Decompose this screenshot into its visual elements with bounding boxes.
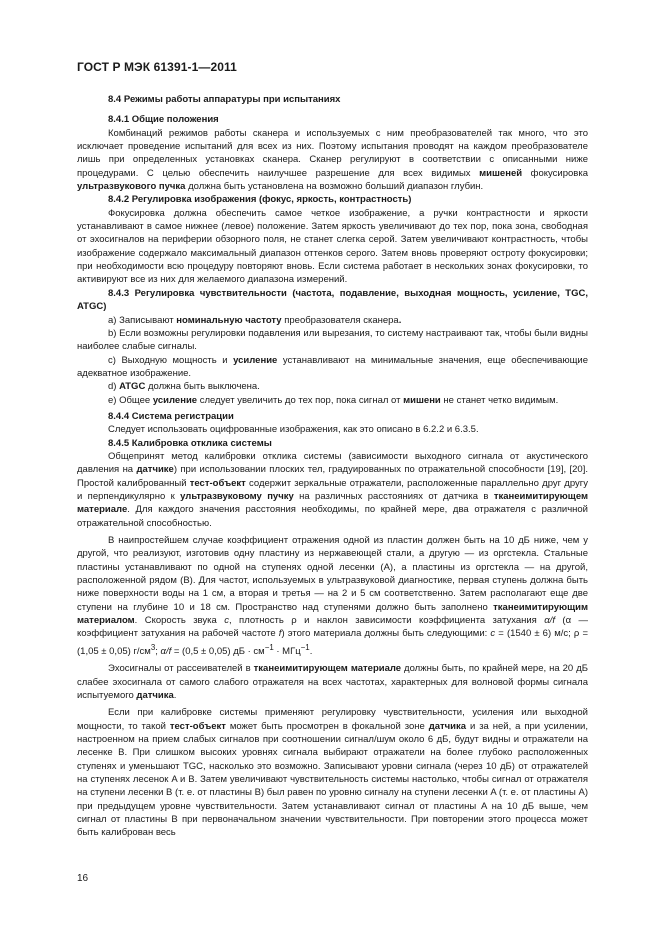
text: следует увеличить до тех пор, пока сигнал от (197, 394, 404, 406)
paragraph (77, 450, 588, 530)
text: должна быть установлена на возможно больший диапазон глубин. (185, 181, 484, 193)
text: . (173, 689, 177, 701)
paragraph: Фокусировка должна обеспечить самое четкое изображение, а ручки контрастности и яркости устанавливают в самое нижнее (левое) положение. Затем яркость увеличивают до тех пор, пока зона, свободная от эхосигналов на периферии обзорного поля, не станет слегка серой. Затем увеличивают контрастность, чтобы изображение содержало максимальный диапазон оттенков серого. Затем вновь проверяют остроту фокусировки; при необходимости всю процедуру повторяют вновь. Если система работает в нескольких зонах фокусировки, то активируют все из них для желаемого диапазона измерений. (77, 207, 588, 286)
text: и за ней, а при усилении, настроенном на прием слабых сигналов при соотношении сигнал/шум около 6 дБ, будут видны и отражатели на лесенке B. При слишком высоких уровнях сигнала выбирают отражатели на более глубоко расположенных ступенях и уменьшают TGC, насколько это возможно. Записывают уровни сигнала (через 10 дБ) от отражателей на ступенях лесенок A и B. Затем увеличивают чувствительность системы настолько, чтобы сигнал от отражателя на ступени лесенки B (т. е. от пластины B) был равен по уровню сигналу на ступени лесенки A (т. е. от пластины A) при предыдущем уровне чувствительности. Затем устанавливают сигнал от пластины A на 10 дБ выше, чем сигнал от пластины B при первоначальном значении чувствительности. При повторении этого процесса может быть калиброван весь (77, 720, 588, 839)
paragraph: Следует использовать оцифрованные изображения, как это описано в 6.2.2 и 6.3.5. (108, 424, 479, 436)
text: · МГц (273, 645, 301, 657)
section-heading-8-4-2: 8.4.2 Регулировка изображения (фокус, яркость, контрастность) (108, 194, 412, 206)
paragraph (77, 706, 588, 839)
list-item-b: b) Если возможны регулировки подавления или вырезания, то систему настраивают так, чтобы были видны наиболее слабые сигналы. (77, 327, 588, 353)
text: e) Общее (108, 394, 153, 406)
term: ультразвукового пучка (77, 181, 186, 193)
text: на различных расстояниях от датчика в (293, 490, 494, 502)
list-item-c (77, 354, 588, 381)
symbol: f (278, 628, 282, 640)
list-item-a (77, 314, 588, 327)
term: усиление (152, 394, 198, 406)
text: = (0,5 ± 0,05) дБ · см (171, 645, 265, 657)
paragraph (77, 662, 588, 702)
symbol: c (490, 628, 496, 640)
paragraph (77, 534, 588, 658)
text: не станет четко видимым. (440, 394, 559, 406)
text: . (398, 314, 402, 326)
term: тканеимитирующим материалом (77, 601, 588, 627)
text: может быть просмотрен в фокальной зоне (225, 720, 429, 732)
symbol: α/f (160, 645, 172, 657)
section-heading-8-4-4: 8.4.4 Система регистрации (108, 410, 234, 422)
text: . Скорость звука (134, 615, 225, 627)
term: тканеимитирующем материале (253, 663, 402, 675)
superscript: 3 (150, 642, 156, 652)
text: , плотность ρ и наклон зависимости коэффициента затухания (228, 615, 545, 627)
text: содержит зеркальные отражатели, расположенные параллельно друг другу и перпендикулярно к (77, 477, 588, 502)
superscript: −1 (264, 642, 274, 652)
text: Общепринят метод калибровки отклика системы (зависимости выходного сигнала от акустического давления на (77, 450, 588, 476)
text: . (309, 645, 313, 657)
text: В наипростейшем случае коэффициент отражения одной из пластин должен быть на 10 дБ ниже, чем у другой, что реализуют, изготовив одну пластину из нержавеющей стали, а другую — из оргстекла. Стальные пластины устанавливают по одной на ступенях одной лесенки (A), а пластины из оргстекла — на другой, расположенной рядом (B). Для частот, используемых в ультразвуковой диагностике, первая ступень должна быть ниже поверхности воды на 1 см, а вторая и третья — на 2 и 5 см соответственно. Затем располагают еще две ступени на глубине 10 и 18 см. Пространство над ступенями должно быть заполнено (77, 535, 588, 613)
symbol: c (224, 615, 229, 627)
term: мишени (403, 394, 441, 406)
text: c) Выходную мощность и (108, 354, 234, 366)
text: a) Записывают (108, 314, 177, 326)
text: должны быть, по крайней мере, на 20 дБ слабее эхосигнала от самого слабого отражателя на всех частотах, характерных для волновой формы сигнала испытуемого (77, 663, 588, 701)
text: Эхосигналы от рассеивателей в (108, 663, 254, 675)
text: ) этого материала должны быть следующими: (281, 628, 491, 640)
document-header: ГОСТ Р МЭК 61391-1—2011 (77, 60, 237, 74)
list-item-e (77, 394, 588, 407)
term: тест-объект (169, 720, 226, 732)
term: тканеимитирующем материале (77, 490, 589, 516)
text: преобразователя сканера (281, 314, 399, 326)
list-item-d (77, 380, 588, 393)
text: (α — коэффициент затухания на рабочей частоте (77, 615, 588, 640)
text: должна быть выключена. (145, 381, 260, 393)
page-number: 16 (77, 873, 89, 884)
text: = (1540 ± 6) м/с; ρ = (1,05 ± 0,05) г/см (77, 628, 588, 657)
term: ATGC (119, 381, 146, 393)
page-body (77, 93, 588, 840)
text: d) (108, 381, 120, 393)
text: устанавливают на минимальные значения, еще обеспечивающие адекватное изображение. (77, 354, 588, 379)
text: фокусировка (522, 167, 588, 179)
section-heading-8-4-3: 8.4.3 Регулировка чувствительности (частота, подавление, выходная мощность, усиление, TGC, ATGC) (77, 287, 588, 313)
text: ; (155, 645, 161, 657)
section-heading-8-4-5: 8.4.5 Калибровка отклика системы (108, 437, 272, 449)
text: . Для каждого значения расстояния необходимы, по крайней мере, два отражателя с различной отражательной способностью. (77, 504, 588, 529)
text: Если при калибровке системы применяют регулировку чувствительности, усиления или выходной мощности, то такой (77, 707, 588, 732)
text: Комбинаций режимов работы сканера и используемых с ним преобразователей так много, что это исключает проведение испытаний для всех из них. Поэтому испытания проводят на каждом преобразователе лишь при определенных установках сканера. Сканер регулируют в соответствии с описанными ниже процедурами. С целью обеспечить наилучшее разрешение для всех видимых (77, 127, 588, 179)
paragraph (77, 127, 588, 194)
term: тест-объект (189, 477, 246, 489)
term: номинальную частоту (176, 314, 282, 326)
term: датчике (136, 464, 174, 476)
section-heading-8-4-1: 8.4.1 Общие положения (108, 114, 219, 126)
term: датчика (428, 720, 467, 732)
term: ультразвуковому пучку (180, 490, 294, 502)
text: ) при использовании плоских тел, градуированных по отражательной способности [19], [20]. Простой калиброванный (77, 464, 588, 489)
term: датчика (136, 689, 174, 701)
term: усиление (233, 354, 278, 366)
superscript: −1 (300, 642, 310, 652)
section-heading-8-4: 8.4 Режимы работы аппаратуры при испытаниях (108, 94, 341, 105)
term: мишеней (479, 167, 523, 179)
symbol: α/f (544, 615, 555, 627)
